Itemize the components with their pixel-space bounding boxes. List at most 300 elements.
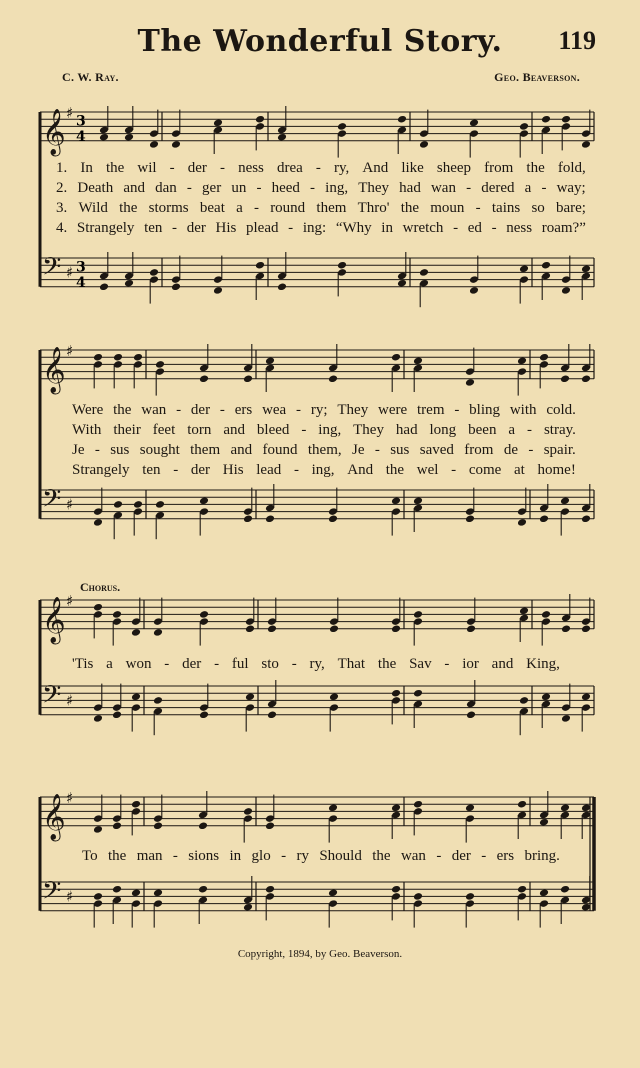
- lyric-syllable: -: [176, 402, 182, 418]
- lyric-syllable: dan: [155, 180, 177, 196]
- lyric-syllable: feet: [152, 422, 176, 438]
- note-head: [243, 374, 253, 383]
- note-head: [243, 807, 253, 816]
- note-head: [539, 888, 549, 897]
- note-head: [153, 888, 163, 897]
- lyric-syllable: ry;: [310, 402, 328, 418]
- lyric-line: [72, 460, 576, 480]
- note-head: [199, 374, 209, 383]
- note-head: [149, 268, 159, 277]
- note-head: [243, 903, 253, 912]
- note-head: [465, 803, 475, 812]
- note-head: [131, 888, 141, 897]
- note-head: [153, 628, 163, 637]
- lyric-syllable: cold.: [546, 402, 576, 418]
- verse-lyrics-line1: [56, 158, 586, 238]
- note-head: [337, 261, 347, 270]
- lyric-syllable: dered: [481, 180, 515, 196]
- bass-clef-icon: 𝄢: [42, 680, 62, 716]
- lyric-syllable: heed: [271, 180, 300, 196]
- lyric-syllable: torn: [187, 422, 212, 438]
- lyric-syllable: them,: [307, 442, 342, 458]
- lyric-syllable: 'Tis: [72, 656, 94, 672]
- lyric-syllable: ness: [506, 220, 533, 236]
- note-head: [265, 821, 275, 830]
- lyric-syllable: saved: [419, 442, 454, 458]
- note-head: [519, 606, 529, 615]
- note-head: [419, 140, 429, 149]
- note-head: [466, 624, 476, 633]
- note-head: [329, 692, 339, 701]
- lyric-syllable: a: [524, 180, 532, 196]
- lyric-syllable: -: [436, 848, 442, 864]
- lyric-syllable: and: [491, 656, 514, 672]
- note-head: [255, 261, 265, 270]
- lyric-syllable: long: [429, 422, 457, 438]
- lyric-syllable: They: [358, 180, 390, 196]
- lyric-syllable: and: [223, 422, 245, 438]
- lyric-syllable: been: [468, 422, 497, 438]
- lyric-syllable: -: [293, 462, 299, 478]
- lyric-syllable: them: [190, 442, 221, 458]
- lyric-syllable: King,: [526, 656, 560, 672]
- lyric-syllable: -: [444, 656, 450, 672]
- note-head: [561, 115, 571, 124]
- note-head: [419, 268, 429, 277]
- note-head: [277, 282, 287, 291]
- lyric-syllable: a: [106, 656, 113, 672]
- lyric-syllable: -: [253, 200, 259, 216]
- note-head: [328, 803, 338, 812]
- lyric-syllable: roam?”: [541, 220, 586, 236]
- lyric-syllable: ten: [142, 462, 161, 478]
- lyric-syllable: wan: [400, 848, 426, 864]
- note-head: [517, 885, 527, 894]
- lyric-syllable: ry,: [309, 656, 325, 672]
- lyric-syllable: the: [400, 200, 420, 216]
- lyric-syllable: drea: [277, 160, 303, 176]
- note-head: [93, 714, 103, 723]
- lyric-syllable: Strangely: [72, 462, 130, 478]
- note-head: [198, 885, 208, 894]
- note-head: [519, 696, 529, 705]
- lyric-syllable: -: [173, 462, 179, 478]
- lyric-line: [56, 178, 586, 198]
- note-head: [328, 514, 338, 523]
- lyric-line: [72, 420, 576, 440]
- note-head: [413, 356, 423, 365]
- lyric-syllable: found: [262, 442, 298, 458]
- lyric-line: [72, 440, 576, 460]
- time-sig-denominator: 4: [76, 128, 86, 145]
- lyric-syllable: sus: [390, 442, 410, 458]
- note-head: [581, 692, 591, 701]
- lyric-syllable: ness: [238, 160, 264, 176]
- lyric-syllable: ior: [462, 656, 479, 672]
- lyric-syllable: ing,: [318, 422, 342, 438]
- lyric-syllable: bleed: [256, 422, 290, 438]
- note-head: [199, 610, 209, 619]
- note-head: [469, 118, 479, 127]
- lyric-syllable: -: [453, 220, 459, 236]
- note-head: [581, 264, 591, 273]
- lyric-syllable: Sav: [409, 656, 432, 672]
- lyric-syllable: -: [527, 422, 532, 438]
- page-number: 119: [558, 26, 596, 55]
- sharp-icon: ♯: [66, 104, 74, 122]
- note-head: [213, 118, 223, 127]
- lyric-syllable: Death: [77, 180, 114, 196]
- note-head: [517, 518, 527, 527]
- note-head: [560, 885, 570, 894]
- note-head: [469, 286, 479, 295]
- lyric-syllable: -: [256, 180, 262, 196]
- verse-lyrics-line2: [72, 400, 576, 480]
- lyric-syllable: the: [372, 848, 391, 864]
- composer-credit: Geo. Beaverson.: [494, 70, 580, 84]
- lyric-syllable: wretch: [402, 220, 444, 236]
- lyric-syllable: moun: [430, 200, 465, 216]
- lyric-syllable: -: [288, 220, 294, 236]
- note-head: [133, 353, 143, 362]
- lyric-syllable: storms: [148, 200, 189, 216]
- lyric-syllable: -: [169, 160, 175, 176]
- note-head: [199, 496, 209, 505]
- lyric-syllable: Wild: [78, 200, 108, 216]
- sharp-icon: ♯: [66, 691, 74, 710]
- note-head: [561, 624, 571, 633]
- lyric-syllable: the: [113, 402, 132, 418]
- note-head: [265, 356, 275, 365]
- note-head: [397, 115, 407, 124]
- note-head: [149, 140, 159, 149]
- note-head: [133, 500, 143, 509]
- lyric-syllable: glo: [251, 848, 271, 864]
- note-head: [517, 800, 527, 809]
- lyric-syllable: -: [528, 442, 534, 458]
- note-head: [113, 500, 123, 509]
- lyric-syllable: 3.: [56, 200, 68, 216]
- lyric-syllable: That: [337, 656, 366, 672]
- time-sig-numerator: 3: [76, 113, 86, 130]
- lyric-syllable: With: [72, 422, 102, 438]
- note-head: [581, 140, 591, 149]
- lyric-syllable: In: [80, 160, 93, 176]
- note-head: [541, 610, 551, 619]
- lyric-syllable: -: [475, 200, 481, 216]
- note-head: [413, 800, 423, 809]
- note-head: [277, 133, 287, 142]
- lyric-syllable: -: [186, 180, 192, 196]
- note-head: [155, 500, 165, 509]
- bass-clef-icon: 𝄢: [42, 484, 62, 520]
- lyric-syllable: won: [125, 656, 152, 672]
- lyric-syllable: wan: [141, 402, 167, 418]
- lyric-syllable: der: [187, 160, 207, 176]
- lyric-line: [56, 198, 586, 218]
- treble-clef-icon: 𝄞: [42, 793, 66, 840]
- note-head: [519, 264, 529, 273]
- note-head: [255, 115, 265, 124]
- lyric-syllable: ten: [144, 220, 163, 236]
- treble-clef-icon: 𝄞: [42, 346, 66, 393]
- lyric-syllable: To: [82, 848, 98, 864]
- note-head: [391, 353, 401, 362]
- note-head: [131, 628, 141, 637]
- note-head: [112, 610, 122, 619]
- note-head: [541, 115, 551, 124]
- lyric-syllable: 1.: [56, 160, 68, 176]
- lyric-syllable: -: [94, 442, 100, 458]
- lyric-syllable: sus: [110, 442, 130, 458]
- lyric-syllable: ed: [467, 220, 482, 236]
- time-sig-denominator: 4: [76, 274, 86, 291]
- lyric-syllable: the: [385, 462, 405, 478]
- lyric-syllable: a: [236, 200, 243, 216]
- lyric-syllable: ful: [231, 656, 249, 672]
- lyric-syllable: His: [222, 462, 244, 478]
- note-head: [267, 624, 277, 633]
- chorus-lyrics-line1: [72, 654, 560, 674]
- lyric-syllable: der: [451, 848, 471, 864]
- lyric-syllable: the: [105, 160, 125, 176]
- lyric-syllable: They: [353, 422, 384, 438]
- note-head: [245, 624, 255, 633]
- note-head: [581, 514, 591, 523]
- lyric-syllable: bring.: [524, 848, 560, 864]
- lyric-syllable: ing,: [311, 462, 335, 478]
- lyric-syllable: -: [219, 160, 225, 176]
- note-head: [560, 374, 570, 383]
- note-head: [391, 885, 401, 894]
- lyric-syllable: ers: [234, 402, 253, 418]
- note-head: [561, 286, 571, 295]
- lyric-syllable: -: [481, 848, 487, 864]
- note-head: [153, 821, 163, 830]
- lyric-syllable: 2.: [56, 180, 68, 196]
- time-sig-numerator: 3: [76, 259, 86, 276]
- note-head: [153, 696, 163, 705]
- lyric-syllable: un: [231, 180, 247, 196]
- note-head: [243, 514, 253, 523]
- note-head: [581, 374, 591, 383]
- sharp-icon: ♯: [66, 263, 74, 282]
- note-head: [93, 892, 103, 901]
- bass-clef-icon: 𝄢: [42, 876, 62, 912]
- lyric-syllable: come: [468, 462, 502, 478]
- lyric-syllable: plead: [246, 220, 279, 236]
- note-head: [124, 133, 134, 142]
- lyric-syllable: so: [531, 200, 545, 216]
- note-head: [539, 818, 549, 827]
- note-head: [99, 282, 109, 291]
- lyric-syllable: had: [399, 180, 421, 196]
- treble-clef-icon: 𝄞: [42, 596, 66, 643]
- note-head: [155, 360, 165, 369]
- note-head: [198, 821, 208, 830]
- lyric-line: [72, 654, 560, 674]
- note-head: [539, 514, 549, 523]
- note-head: [131, 692, 141, 701]
- lyric-syllable: from: [484, 160, 514, 176]
- lyric-syllable: beat: [199, 200, 225, 216]
- note-head: [391, 689, 401, 698]
- note-head: [541, 692, 551, 701]
- lyric-syllable: home!: [537, 462, 576, 478]
- lyric-syllable: in: [229, 848, 242, 864]
- lyric-syllable: ger: [202, 180, 222, 196]
- note-head: [328, 888, 338, 897]
- lyric-syllable: -: [451, 462, 457, 478]
- lyric-syllable: -: [296, 402, 302, 418]
- lyric-syllable: Je: [72, 442, 85, 458]
- lyric-syllable: -: [541, 180, 547, 196]
- note-head: [541, 261, 551, 270]
- lyric-syllable: -: [291, 656, 297, 672]
- note-head: [112, 885, 122, 894]
- lyric-syllable: from: [464, 442, 494, 458]
- lyricist-credit: C. W. Ray.: [62, 70, 119, 84]
- chorus-lyrics-line2: [82, 846, 560, 866]
- note-head: [560, 496, 570, 505]
- note-head: [131, 800, 141, 809]
- note-head: [466, 710, 476, 719]
- treble-clef-icon: 𝄞: [42, 108, 66, 155]
- note-head: [413, 892, 423, 901]
- lyric-syllable: them: [316, 200, 347, 216]
- note-head: [413, 689, 423, 698]
- lyric-syllable: with: [509, 402, 537, 418]
- lyric-line: [82, 846, 560, 866]
- sharp-icon: ♯: [66, 887, 74, 906]
- note-head: [265, 885, 275, 894]
- lyric-syllable: spair.: [543, 442, 576, 458]
- sharp-icon: ♯: [66, 495, 74, 514]
- note-head: [465, 514, 475, 523]
- lyric-syllable: had: [395, 422, 418, 438]
- note-head: [329, 624, 339, 633]
- note-head: [539, 353, 549, 362]
- note-head: [199, 710, 209, 719]
- lyric-syllable: der: [182, 656, 202, 672]
- lyric-syllable: and: [230, 442, 253, 458]
- lyric-syllable: And: [347, 462, 374, 478]
- lyric-syllable: -: [466, 180, 472, 196]
- lyric-syllable: bling: [469, 402, 501, 418]
- lyric-syllable: the: [119, 200, 138, 216]
- note-head: [93, 825, 103, 834]
- note-head: [213, 286, 223, 295]
- lyric-syllable: Je: [352, 442, 365, 458]
- lyric-syllable: round: [270, 200, 306, 216]
- note-head: [124, 279, 134, 288]
- note-head: [267, 710, 277, 719]
- lyric-syllable: the: [108, 848, 127, 864]
- lyric-syllable: They: [337, 402, 369, 418]
- lyric-syllable: sions: [188, 848, 220, 864]
- lyric-syllable: tains: [491, 200, 521, 216]
- chorus-label: Chorus.: [80, 580, 121, 594]
- lyric-syllable: the: [377, 656, 397, 672]
- copyright-notice: Copyright, 1894, by Geo. Beaverson.: [237, 948, 403, 960]
- lyric-syllable: a: [508, 422, 516, 438]
- lyric-line: [56, 218, 586, 238]
- lyric-syllable: bare;: [556, 200, 586, 216]
- lyric-syllable: sought: [139, 442, 180, 458]
- note-head: [561, 714, 571, 723]
- lyric-syllable: wel: [416, 462, 439, 478]
- note-head: [113, 353, 123, 362]
- note-head: [391, 496, 401, 505]
- lyric-syllable: Were: [72, 402, 104, 418]
- lyric-syllable: -: [172, 848, 178, 864]
- note-head: [99, 133, 109, 142]
- lyric-syllable: ry,: [334, 160, 350, 176]
- lyric-syllable: -: [491, 220, 497, 236]
- note-head: [581, 624, 591, 633]
- lyric-syllable: wea: [262, 402, 287, 418]
- note-head: [93, 603, 103, 612]
- note-head: [465, 892, 475, 901]
- lyric-syllable: -: [310, 180, 316, 196]
- lyric-syllable: de: [503, 442, 518, 458]
- lyric-syllable: Strangely: [76, 220, 135, 236]
- lyric-syllable: at: [514, 462, 525, 478]
- lyric-line: [72, 400, 576, 420]
- lyric-syllable: Should: [319, 848, 362, 864]
- lyric-syllable: -: [219, 402, 225, 418]
- note-head: [93, 353, 103, 362]
- lyric-syllable: their: [113, 422, 141, 438]
- hymn-title: The Wonderful Story.: [137, 24, 503, 59]
- lyric-syllable: der: [186, 220, 206, 236]
- note-head: [265, 514, 275, 523]
- lyric-syllable: -: [281, 848, 287, 864]
- note-head: [245, 692, 255, 701]
- sharp-icon: ♯: [66, 342, 74, 360]
- lyric-syllable: -: [172, 220, 178, 236]
- lyric-syllable: were: [378, 402, 408, 418]
- sharp-icon: ♯: [66, 592, 74, 610]
- note-head: [112, 710, 122, 719]
- lyric-syllable: wil: [137, 160, 157, 176]
- note-head: [397, 279, 407, 288]
- lyric-syllable: man: [136, 848, 163, 864]
- lyric-line: [56, 158, 586, 178]
- note-head: [112, 821, 122, 830]
- lyric-syllable: way;: [556, 180, 586, 196]
- lyric-syllable: stray.: [543, 422, 576, 438]
- note-head: [517, 356, 527, 365]
- note-head: [465, 378, 475, 387]
- lyric-syllable: der: [190, 402, 211, 418]
- note-head: [560, 803, 570, 812]
- lyric-syllable: wan: [430, 180, 456, 196]
- note-head: [93, 518, 103, 527]
- lyric-syllable: ing:: [302, 220, 327, 236]
- note-head: [328, 374, 338, 383]
- lyric-syllable: trem: [417, 402, 445, 418]
- note-head: [391, 624, 401, 633]
- lyric-syllable: -: [301, 422, 307, 438]
- lyric-syllable: sheep: [436, 160, 472, 176]
- lyric-syllable: -: [164, 656, 170, 672]
- sharp-icon: ♯: [66, 789, 74, 807]
- lyric-syllable: the: [526, 160, 545, 176]
- note-head: [391, 803, 401, 812]
- note-head: [337, 122, 347, 131]
- note-head: [413, 610, 423, 619]
